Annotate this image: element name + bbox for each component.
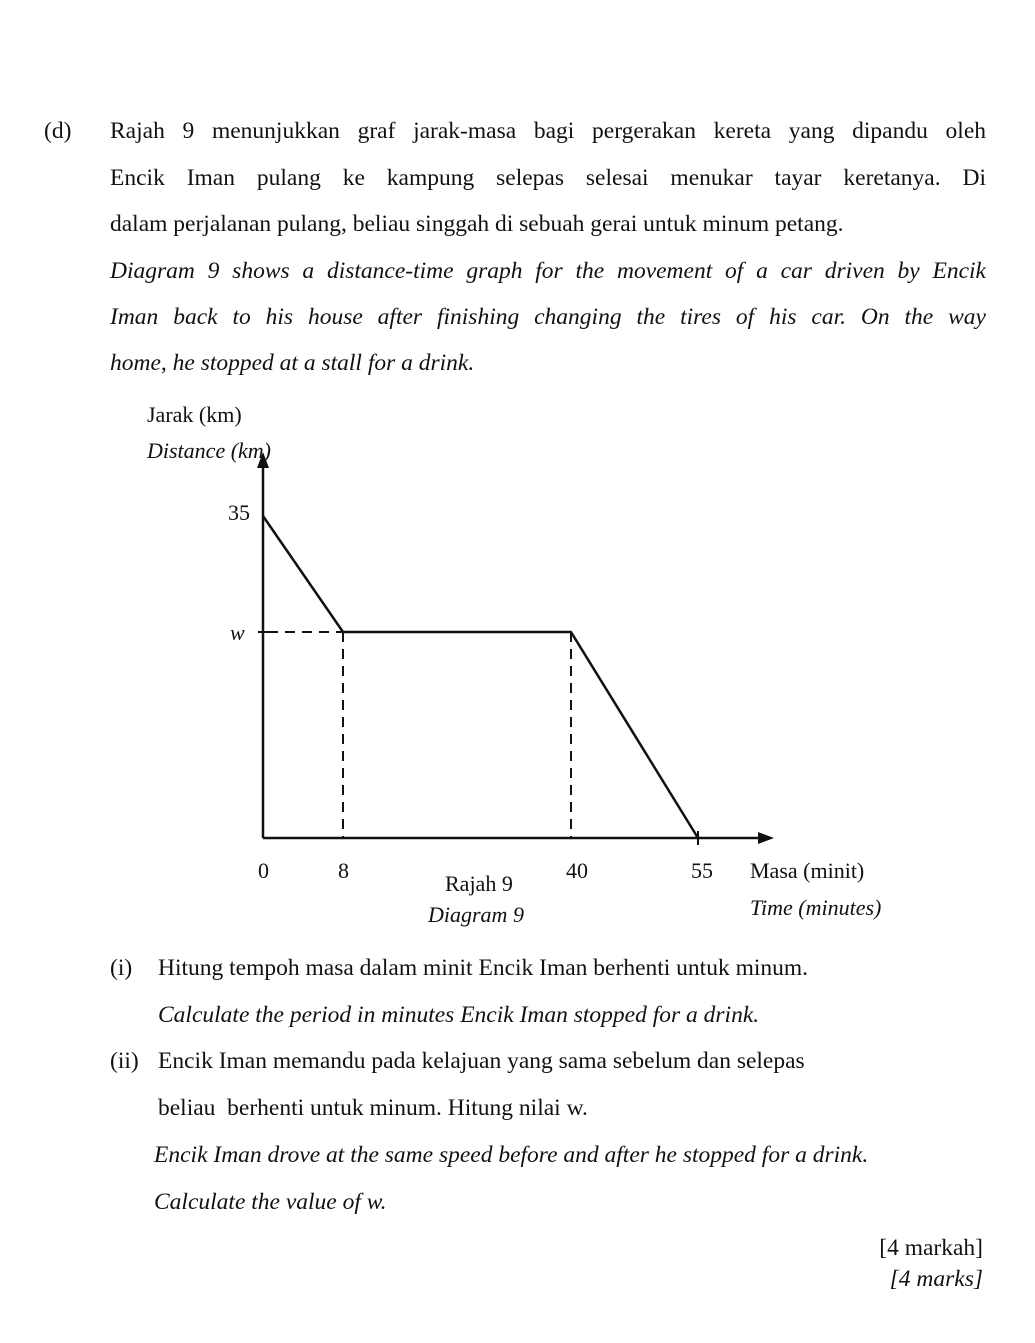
marks-malay: [4 markah] [879, 1235, 983, 1261]
malay-line-1: Rajah 9 menunjukkan graf jarak-masa bagi pergerakan kereta yang dipandu oleh [110, 118, 986, 144]
x-tick-8: 8 [338, 858, 349, 883]
part-i-malay: Hitung tempoh masa dalam minit Encik Iman berhenti untuk minum. [158, 955, 809, 981]
english-line-2: Iman back to his house after finishing changing the tires of his car. On the way [110, 304, 986, 330]
malay-line-3: dalam perjalanan pulang, beliau singgah di sebuah gerai untuk minum petang. [110, 211, 844, 237]
part-i-label: (i) [110, 955, 133, 981]
question-label: (d) [44, 118, 72, 144]
malay-line-2: Encik Iman pulang ke kampung selepas selesai menukar tayar keretanya. Di [110, 165, 986, 191]
x-axis-arrow [758, 832, 774, 844]
part-ii-english-2: Calculate the value of w. [154, 1189, 387, 1215]
part-ii-malay-1: Encik Iman memandu pada kelajuan yang sama sebelum dan selepas [158, 1048, 805, 1074]
y-tick-w: w [230, 620, 245, 645]
part-ii-label: (ii) [110, 1048, 139, 1074]
caption-malay: Rajah 9 [445, 871, 513, 896]
part-i-english: Calculate the period in minutes Encik Iman stopped for a drink. [158, 1002, 760, 1028]
y-tick-35: 35 [228, 500, 250, 525]
y-axis-label-english: Distance (km) [147, 438, 272, 463]
x-tick-55: 55 [691, 858, 713, 883]
distance-line [263, 516, 698, 838]
caption-english: Diagram 9 [428, 902, 524, 927]
y-axis-label-malay: Jarak (km) [147, 402, 242, 427]
part-ii-malay-2: beliau berhenti untuk minum. Hitung nilai w. [158, 1095, 588, 1121]
english-line-1: Diagram 9 shows a distance-time graph for the movement of a car driven by Encik [110, 258, 986, 284]
x-tick-0: 0 [258, 858, 269, 883]
english-line-3: home, he stopped at a stall for a drink. [110, 350, 475, 376]
part-ii-english-1: Encik Iman drove at the same speed before and after he stopped for a drink. [154, 1142, 869, 1168]
x-tick-40: 40 [566, 858, 588, 883]
x-axis-label-malay: Masa (minit) [750, 858, 865, 883]
x-axis-label-english: Time (minutes) [750, 895, 882, 920]
marks-english: [4 marks] [889, 1266, 983, 1292]
